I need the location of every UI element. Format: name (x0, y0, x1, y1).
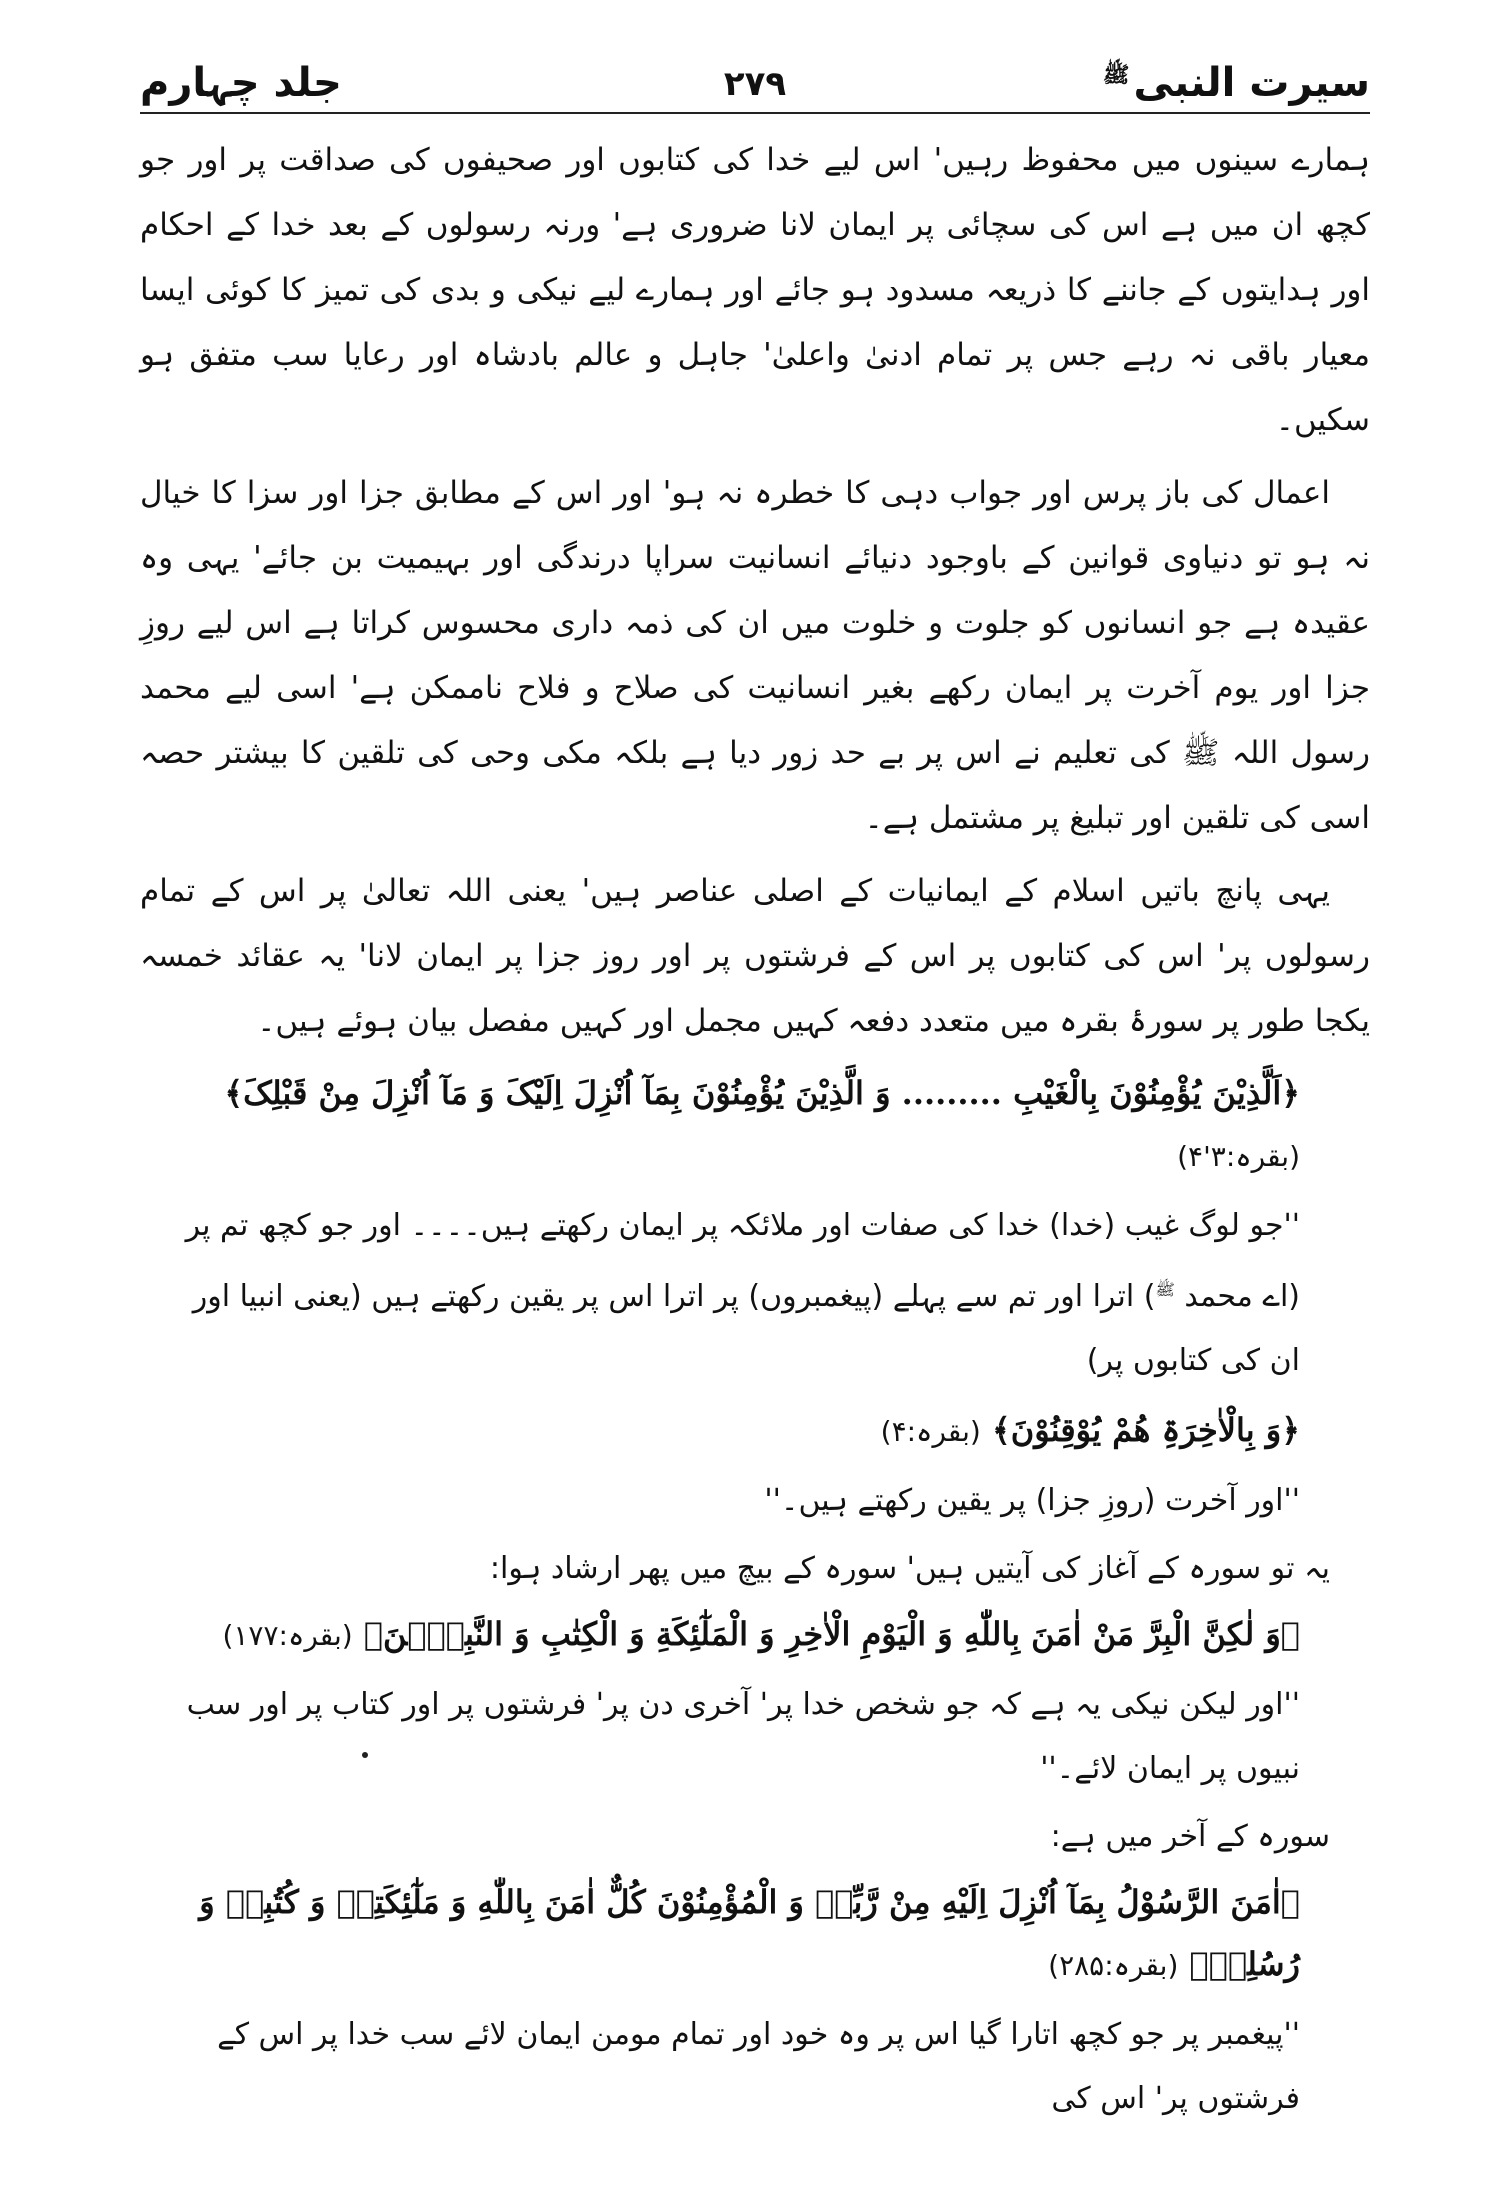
print-speck (362, 1752, 368, 1758)
quote-4-reference: (بقرہ:۲۸۵) (1048, 1949, 1179, 1982)
book-title-honorific: ﷺ (1102, 62, 1130, 88)
quote-2 (160, 1399, 1300, 1533)
page-header (140, 36, 1370, 114)
paragraph-3: یہی پانچ باتیں اسلام کے ایمانیات کے اصلی عناصر ہیں' یعنی اللہ تعالیٰ پر اس کے تمام رسولوں پر' اس کی کتابوں پر اس کے فرشتوں پر اور روز جزا پر ایمان لانا' یہ عقائد خمسہ یکجا طور پر سورۂ بقرہ میں متعدد دفعہ کہیں مجمل اور کہیں مفصل بیان ہوئے ہیں۔ (140, 873, 1370, 1039)
quote-2-reference: (بقرہ:۴) (880, 1415, 981, 1448)
quote-1-translation-part-2: ) اترا اور تم سے پہلے (پیغمبروں) پر اترا اس پر یقین رکھتے ہیں (یعنی انبیا اور ان کی کتابوں پر) (192, 1279, 1300, 1378)
quote-2-arabic-text: ﴿وَ بِالْاٰخِرَۃِ هُمْ یُوْقِنُوْنَ﴾ (991, 1411, 1300, 1449)
quote-3 (160, 1603, 1300, 1801)
quote-1 (160, 1062, 1300, 1393)
quote-4-arabic-text: ﴿اٰمَنَ الرَّسُوْلُ بِمَآ اُنْزِلَ اِلَیْهِ مِنْ رَّبِّهٖ وَ الْمُؤْمِنُوْنَ کُلٌّ اٰمَنَ بِاللّٰهِ وَ مَلٰٓئِکَتِهٖ وَ کُتُبِهٖ وَ رُسُلِهٖ﴾ (199, 1883, 1300, 1983)
quote-4-arabic (160, 1871, 1300, 1997)
book-title-text: سیرت النبی (1133, 60, 1370, 106)
paragraph-2: اعمال کی باز پرس اور جواب دہی کا خطرہ نہ ہو' اور اس کے مطابق جزا اور سزا کا خیال نہ ہو تو دنیاوی قوانین کے باوجود دنیائے انسانیت سراپا درندگی اور بہیمیت بن جائے' یہی وہ عقیدہ ہے جو انسانوں کو جلوت و خلوت میں ان کی ذمہ داری محسوس کراتا ہے اس لیے روزِ جزا اور یوم آخرت پر ایمان رکھے بغیر انسانیت کی صلاح و فلاح ناممکن ہے' اسی لیے محمد رسول اللہ ﷺ کی تعلیم نے اس پر بے حد زور دیا ہے بلکہ مکی وحی کی تلقین کا بیشتر حصہ اسی کی تلقین اور تبلیغ پر مشتمل ہے۔ (140, 475, 1370, 836)
page-number: ۲۷۹ (723, 64, 787, 104)
book-page (140, 36, 1370, 2156)
quote-3-arabic-text: ﴿وَ لٰکِنَّ الْبِرَّ مَنْ اٰمَنَ بِاللّٰهِ وَ الْیَوْمِ الْاٰخِرِ وَ الْمَلٰٓئِکَةِ وَ الْکِتٰبِ وَ النَّبِیّٖنَ﴾ (363, 1615, 1300, 1653)
quote-1-arabic-text: ﴿اَلَّذِیْنَ یُؤْمِنُوْنَ بِالْغَیْبِ ......... وَ الَّذِیْنَ یُؤْمِنُوْنَ بِمَآ اُنْزِلَ اِلَیْکَ وَ مَآ اُنْزِلَ مِنْ قَبْلِکَ﴾ (224, 1074, 1300, 1112)
transition-text-2: سورہ کے آخر میں ہے: (1050, 1819, 1330, 1854)
quote-4 (160, 1871, 1300, 2131)
quote-3-reference: (بقرہ:۱۷۷) (222, 1619, 353, 1652)
book-title (1103, 60, 1370, 106)
quote-1-arabic (160, 1062, 1300, 1188)
quote-3-translation: ''اور لیکن نیکی یہ ہے کہ جو شخص خدا پر' آخری دن پر' فرشتوں پر اور کتاب پر اور سب نبیوں پر ایمان لائے۔'' (186, 1687, 1300, 1786)
volume-label: جلد چہارم (140, 60, 342, 106)
quote-1-reference: (بقرہ:۳'۴) (1177, 1140, 1300, 1173)
paragraph-1: ہمارے سینوں میں محفوظ رہیں' اس لیے خدا کی کتابوں اور صحیفوں کی صداقت پر اور جو کچھ ان میں ہے اس کی سچائی پر ایمان لانا ضروری ہے' ورنہ رسولوں کے بعد خدا کے احکام اور ہدایتوں کے جاننے کا ذریعہ مسدود ہو جائے اور ہمارے لیے نیکی و بدی کی تمیز کا کوئی ایسا معیار باقی نہ رہے جس پر تمام ادنیٰ واعلیٰ' جاہل و عالم بادشاہ اور رعایا سب متفق ہو سکیں۔ (140, 142, 1370, 438)
quote-1-translation-part-1: ''جو لوگ غیب (خدا) خدا کی صفات اور ملائکہ پر ایمان رکھتے ہیں۔۔۔۔ اور جو کچھ تم پر (اے محمد (185, 1208, 1300, 1314)
quote-1-translation (160, 1194, 1300, 1393)
quote-4-translation: ''پیغمبر پر جو کچھ اتارا گیا اس پر وہ خود اور تمام مومن ایمان لائے سب خدا پر اس کے فرشتوں پر' اس کی (217, 2017, 1300, 2116)
page-content (140, 128, 1370, 2131)
transition-text-1: یہ تو سورہ کے آغاز کی آیتیں ہیں' سورہ کے بیچ میں پھر ارشاد ہوا: (489, 1551, 1330, 1586)
quote-1-honorific: ﷺ (1155, 1280, 1175, 1299)
quote-2-translation: ''اور آخرت (روزِ جزا) پر یقین رکھتے ہیں۔'' (764, 1483, 1300, 1518)
quote-3-arabic (160, 1603, 1300, 1667)
quote-2-arabic (160, 1399, 1300, 1463)
